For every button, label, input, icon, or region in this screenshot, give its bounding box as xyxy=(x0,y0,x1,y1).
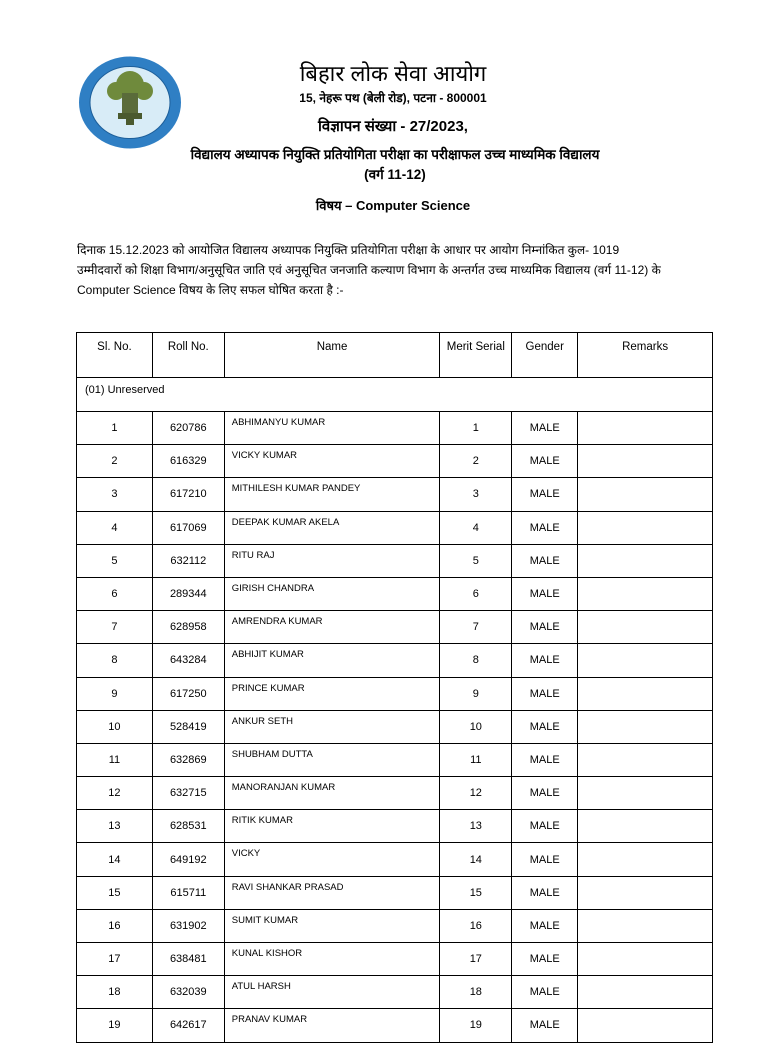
cell-gender: MALE xyxy=(512,445,578,478)
commission-seal-logo xyxy=(78,55,182,150)
cell-sl-no: 14 xyxy=(77,843,153,876)
cell-name: GIRISH CHANDRA xyxy=(224,577,440,610)
cell-merit-serial: 17 xyxy=(440,943,512,976)
table-row xyxy=(77,412,713,445)
cell-roll-no: 615711 xyxy=(152,876,224,909)
cell-roll-no: 632715 xyxy=(152,777,224,810)
cell-sl-no: 6 xyxy=(77,577,153,610)
cell-merit-serial: 1 xyxy=(440,412,512,445)
cell-merit-serial: 2 xyxy=(440,445,512,478)
cell-roll-no: 643284 xyxy=(152,644,224,677)
cell-gender: MALE xyxy=(512,976,578,1009)
cell-merit-serial: 11 xyxy=(440,743,512,776)
table-row xyxy=(77,644,713,677)
table-row xyxy=(77,943,713,976)
table-row xyxy=(77,611,713,644)
table-row xyxy=(77,810,713,843)
col-header-roll-no: Roll No. xyxy=(152,333,224,378)
cell-gender: MALE xyxy=(512,943,578,976)
table-row xyxy=(77,710,713,743)
table-row xyxy=(77,478,713,511)
cell-roll-no: 628531 xyxy=(152,810,224,843)
cell-remarks xyxy=(578,909,713,942)
cell-name: PRANAV KUMAR xyxy=(224,1009,440,1042)
subject-heading: विषय – Computer Science xyxy=(315,198,471,213)
cell-merit-serial: 13 xyxy=(440,810,512,843)
table-header-row xyxy=(77,333,713,378)
cell-sl-no: 9 xyxy=(77,677,153,710)
cell-name: ABHIJIT KUMAR xyxy=(224,644,440,677)
cell-gender: MALE xyxy=(512,511,578,544)
table-row xyxy=(77,777,713,810)
col-header-name: Name xyxy=(224,333,440,378)
cell-merit-serial: 14 xyxy=(440,843,512,876)
cell-roll-no: 631902 xyxy=(152,909,224,942)
exam-result-subtitle: विद्यालय अध्यापक नियुक्ति प्रतियोगिता परीक्षा का परीक्षाफल उच्च माध्यमिक विद्यालय (वर्ग 11-12) xyxy=(190,147,600,182)
cell-roll-no: 642617 xyxy=(152,1009,224,1042)
category-label: (01) Unreserved xyxy=(77,378,713,412)
cell-roll-no: 617069 xyxy=(152,511,224,544)
cell-merit-serial: 15 xyxy=(440,876,512,909)
cell-gender: MALE xyxy=(512,544,578,577)
cell-roll-no: 617250 xyxy=(152,677,224,710)
cell-merit-serial: 6 xyxy=(440,577,512,610)
cell-roll-no: 620786 xyxy=(152,412,224,445)
cell-merit-serial: 5 xyxy=(440,544,512,577)
cell-gender: MALE xyxy=(512,412,578,445)
commission-address: 15, नेहरू पथ (बेली रोड), पटना - 800001 xyxy=(299,91,487,105)
cell-gender: MALE xyxy=(512,478,578,511)
cell-remarks xyxy=(578,976,713,1009)
cell-name: RITIK KUMAR xyxy=(224,810,440,843)
cell-remarks xyxy=(578,644,713,677)
cell-sl-no: 19 xyxy=(77,1009,153,1042)
col-header-gender: Gender xyxy=(512,333,578,378)
cell-gender: MALE xyxy=(512,909,578,942)
cell-name: DEEPAK KUMAR AKELA xyxy=(224,511,440,544)
cell-roll-no: 632112 xyxy=(152,544,224,577)
advertisement-number: विज्ञापन संख्या - 27/2023, xyxy=(318,118,468,135)
cell-remarks xyxy=(578,943,713,976)
cell-name: PRINCE KUMAR xyxy=(224,677,440,710)
cell-sl-no: 16 xyxy=(77,909,153,942)
cell-gender: MALE xyxy=(512,577,578,610)
table-row xyxy=(77,577,713,610)
cell-name: ATUL HARSH xyxy=(224,976,440,1009)
cell-roll-no: 528419 xyxy=(152,710,224,743)
table-row xyxy=(77,445,713,478)
cell-roll-no: 617210 xyxy=(152,478,224,511)
cell-sl-no: 7 xyxy=(77,611,153,644)
table-row xyxy=(77,544,713,577)
cell-sl-no: 2 xyxy=(77,445,153,478)
cell-gender: MALE xyxy=(512,876,578,909)
cell-sl-no: 1 xyxy=(77,412,153,445)
cell-name: SHUBHAM DUTTA xyxy=(224,743,440,776)
cell-name: MANORANJAN KUMAR xyxy=(224,777,440,810)
table-row xyxy=(77,511,713,544)
cell-sl-no: 12 xyxy=(77,777,153,810)
cell-gender: MALE xyxy=(512,743,578,776)
cell-sl-no: 3 xyxy=(77,478,153,511)
category-row xyxy=(77,378,713,412)
cell-remarks xyxy=(578,445,713,478)
cell-name: SUMIT KUMAR xyxy=(224,909,440,942)
cell-name: RITU RAJ xyxy=(224,544,440,577)
cell-remarks xyxy=(578,677,713,710)
cell-sl-no: 15 xyxy=(77,876,153,909)
cell-name: KUNAL KISHOR xyxy=(224,943,440,976)
table-row xyxy=(77,743,713,776)
cell-gender: MALE xyxy=(512,810,578,843)
cell-name: ABHIMANYU KUMAR xyxy=(224,412,440,445)
col-header-sl-no: Sl. No. xyxy=(77,333,153,378)
cell-remarks xyxy=(578,611,713,644)
cell-roll-no: 632869 xyxy=(152,743,224,776)
cell-name: VICKY KUMAR xyxy=(224,445,440,478)
cell-sl-no: 13 xyxy=(77,810,153,843)
commission-title: बिहार लोक सेवा आयोग xyxy=(299,61,487,86)
cell-remarks xyxy=(578,478,713,511)
cell-remarks xyxy=(578,577,713,610)
cell-merit-serial: 16 xyxy=(440,909,512,942)
cell-remarks xyxy=(578,710,713,743)
table-row xyxy=(77,876,713,909)
cell-sl-no: 17 xyxy=(77,943,153,976)
cell-name: AMRENDRA KUMAR xyxy=(224,611,440,644)
cell-merit-serial: 19 xyxy=(440,1009,512,1042)
cell-sl-no: 18 xyxy=(77,976,153,1009)
cell-gender: MALE xyxy=(512,677,578,710)
cell-roll-no: 632039 xyxy=(152,976,224,1009)
cell-remarks xyxy=(578,743,713,776)
cell-roll-no: 628958 xyxy=(152,611,224,644)
table-row xyxy=(77,677,713,710)
cell-merit-serial: 3 xyxy=(440,478,512,511)
cell-remarks xyxy=(578,511,713,544)
cell-remarks xyxy=(578,1009,713,1042)
table-row xyxy=(77,976,713,1009)
table-row xyxy=(77,909,713,942)
cell-merit-serial: 10 xyxy=(440,710,512,743)
results-table xyxy=(76,332,713,1043)
cell-merit-serial: 8 xyxy=(440,644,512,677)
cell-roll-no: 616329 xyxy=(152,445,224,478)
cell-roll-no: 638481 xyxy=(152,943,224,976)
table-row xyxy=(77,843,713,876)
cell-roll-no: 289344 xyxy=(152,577,224,610)
table-row xyxy=(77,1009,713,1042)
col-header-merit-serial: Merit Serial xyxy=(440,333,512,378)
cell-remarks xyxy=(578,544,713,577)
cell-remarks xyxy=(578,412,713,445)
cell-merit-serial: 12 xyxy=(440,777,512,810)
cell-gender: MALE xyxy=(512,843,578,876)
cell-remarks xyxy=(578,843,713,876)
cell-remarks xyxy=(578,810,713,843)
cell-merit-serial: 9 xyxy=(440,677,512,710)
cell-sl-no: 4 xyxy=(77,511,153,544)
cell-sl-no: 11 xyxy=(77,743,153,776)
cell-name: MITHILESH KUMAR PANDEY xyxy=(224,478,440,511)
cell-merit-serial: 18 xyxy=(440,976,512,1009)
cell-gender: MALE xyxy=(512,710,578,743)
cell-name: RAVI SHANKAR PRASAD xyxy=(224,876,440,909)
col-header-remarks: Remarks xyxy=(578,333,713,378)
cell-gender: MALE xyxy=(512,1009,578,1042)
cell-gender: MALE xyxy=(512,777,578,810)
cell-merit-serial: 7 xyxy=(440,611,512,644)
cell-remarks xyxy=(578,777,713,810)
cell-sl-no: 10 xyxy=(77,710,153,743)
cell-gender: MALE xyxy=(512,644,578,677)
cell-gender: MALE xyxy=(512,611,578,644)
cell-name: VICKY xyxy=(224,843,440,876)
cell-sl-no: 8 xyxy=(77,644,153,677)
cell-merit-serial: 4 xyxy=(440,511,512,544)
cell-remarks xyxy=(578,876,713,909)
intro-paragraph: दिनाक 15.12.2023 को आयोजित विद्यालय अध्यापक नियुक्ति प्रतियोगिता परीक्षा के आधार पर आयोग निम्नांकित कुल- 1019 उम्मीदवारों को शिक्षा विभाग/अनुसूचित जाति एवं अनुसूचित जनजाति कल्याण विभाग के अन्तर्गत उच्च माध्यमिक विद्यालय (वर्ग 11-12) के Computer Science विषय के लिए सफल घोषित करता है :- xyxy=(77,243,661,297)
cell-roll-no: 649192 xyxy=(152,843,224,876)
cell-sl-no: 5 xyxy=(77,544,153,577)
cell-name: ANKUR SETH xyxy=(224,710,440,743)
